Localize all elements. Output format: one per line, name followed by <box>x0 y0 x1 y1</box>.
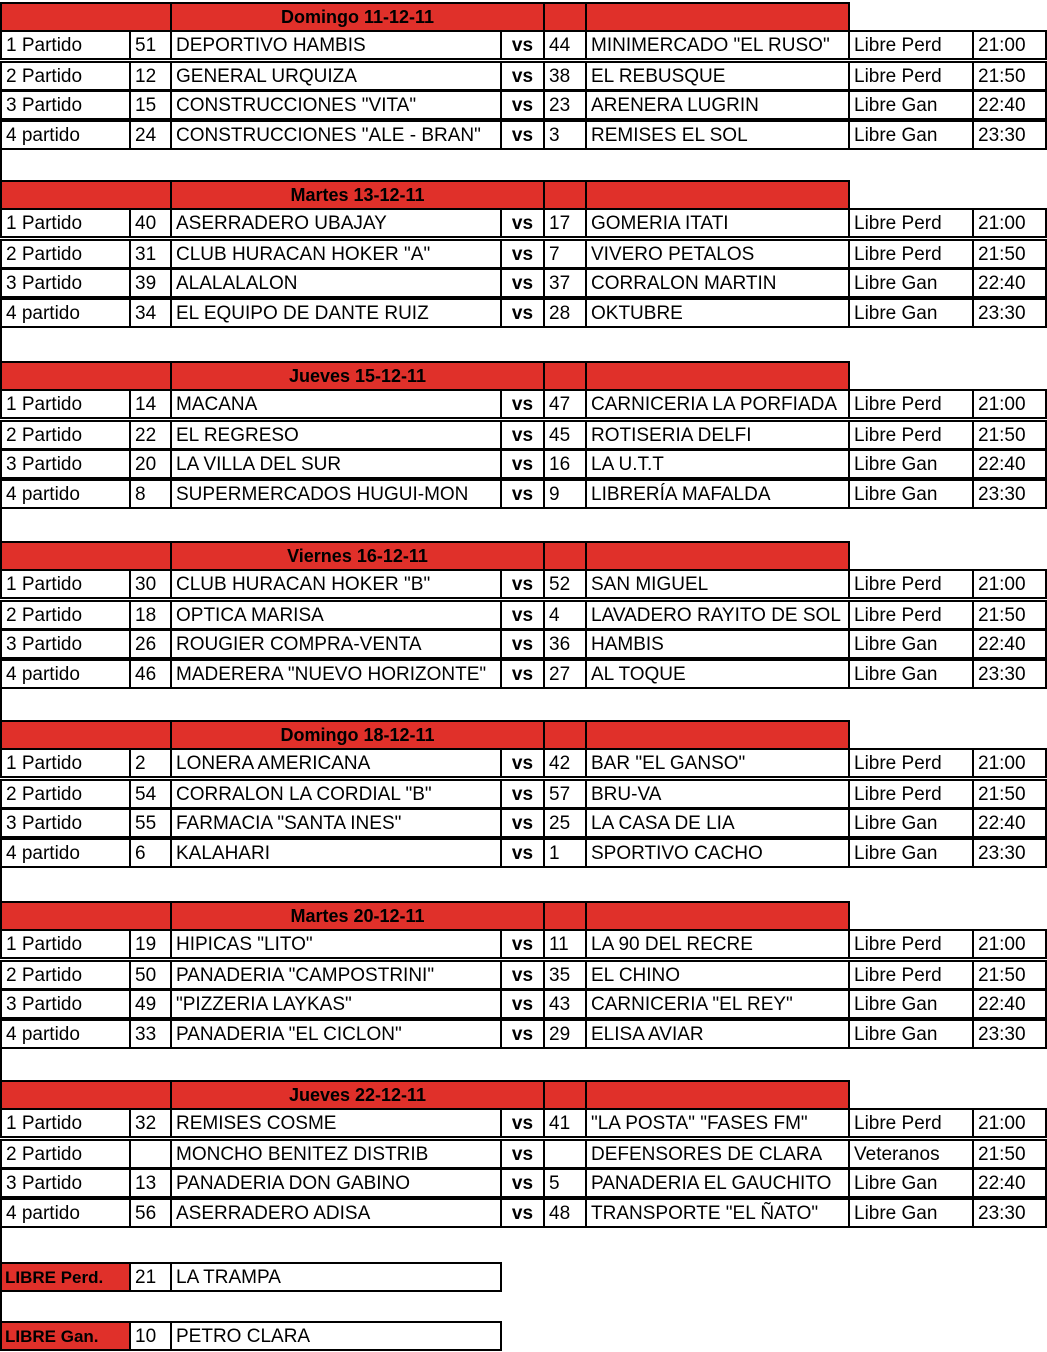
match-away: VIVERO PETALOS <box>585 239 850 269</box>
match-slot: 2 Partido <box>0 61 131 91</box>
match-away: AL TOQUE <box>585 659 850 689</box>
match-category: Libre Gan <box>848 989 974 1019</box>
match-home: REMISES COSME <box>170 1108 502 1138</box>
header-blank-num <box>543 1080 587 1110</box>
match-home: SUPERMERCADOS HUGUI-MON <box>170 479 502 509</box>
left-border-rule <box>0 1049 2 1080</box>
match-category: Libre Perd <box>848 208 974 238</box>
match-category: Libre Perd <box>848 929 974 959</box>
match-vs: vs <box>500 389 545 419</box>
match-category: Libre Perd <box>848 960 974 990</box>
match-home-num: 54 <box>129 779 172 809</box>
match-home: PANADERIA DON GABINO <box>170 1168 502 1198</box>
match-slot: 2 Partido <box>0 1139 131 1169</box>
match-away-num: 37 <box>543 268 587 298</box>
match-home-num: 19 <box>129 929 172 959</box>
match-slot: 3 Partido <box>0 629 131 659</box>
match-category: Libre Gan <box>848 629 974 659</box>
match-slot: 4 partido <box>0 659 131 689</box>
match-slot: 4 partido <box>0 1019 131 1049</box>
match-away-num: 48 <box>543 1198 587 1228</box>
match-category: Libre Gan <box>848 659 974 689</box>
day-header: Martes 20-12-11 <box>170 901 545 931</box>
match-home: DEPORTIVO HAMBIS <box>170 30 502 60</box>
header-blank-team <box>585 180 850 210</box>
match-slot: 3 Partido <box>0 449 131 479</box>
match-category: Libre Perd <box>848 779 974 809</box>
match-category: Libre Perd <box>848 1108 974 1138</box>
match-category: Libre Perd <box>848 30 974 60</box>
match-vs: vs <box>500 1168 545 1198</box>
match-away: LA CASA DE LIA <box>585 808 850 838</box>
match-time: 22:40 <box>972 1168 1047 1198</box>
match-away: LA 90 DEL RECRE <box>585 929 850 959</box>
match-away: CARNICERIA "EL REY" <box>585 989 850 1019</box>
libre-num: 21 <box>129 1262 172 1292</box>
match-away-num: 23 <box>543 90 587 120</box>
match-slot: 3 Partido <box>0 808 131 838</box>
match-away-num: 17 <box>543 208 587 238</box>
match-time: 21:50 <box>972 600 1047 630</box>
match-slot: 3 Partido <box>0 268 131 298</box>
match-vs: vs <box>500 838 545 868</box>
match-slot: 1 Partido <box>0 389 131 419</box>
match-away-num: 38 <box>543 61 587 91</box>
day-header: Viernes 16-12-11 <box>170 541 545 571</box>
match-home: CONSTRUCCIONES "ALE - BRAN" <box>170 120 502 150</box>
match-time: 23:30 <box>972 1198 1047 1228</box>
day-header: Domingo 18-12-11 <box>170 720 545 750</box>
match-away-num: 44 <box>543 30 587 60</box>
match-home-num: 8 <box>129 479 172 509</box>
match-home-num: 30 <box>129 569 172 599</box>
match-vs: vs <box>500 239 545 269</box>
match-away-num: 52 <box>543 569 587 599</box>
match-away-num: 45 <box>543 420 587 450</box>
day-header: Domingo 11-12-11 <box>170 2 545 32</box>
match-category: Libre Perd <box>848 239 974 269</box>
day-header: Martes 13-12-11 <box>170 180 545 210</box>
match-vs: vs <box>500 600 545 630</box>
match-home-num: 12 <box>129 61 172 91</box>
match-time: 21:00 <box>972 30 1047 60</box>
match-home-num: 22 <box>129 420 172 450</box>
match-category: Libre Perd <box>848 569 974 599</box>
match-away-num: 47 <box>543 389 587 419</box>
match-vs: vs <box>500 569 545 599</box>
header-lead <box>0 361 172 391</box>
day-header: Jueves 22-12-11 <box>170 1080 545 1110</box>
match-away-num: 42 <box>543 748 587 778</box>
match-away: LA U.T.T <box>585 449 850 479</box>
match-vs: vs <box>500 90 545 120</box>
match-home-num: 2 <box>129 748 172 778</box>
match-home: PANADERIA "EL CICLON" <box>170 1019 502 1049</box>
libre-num: 10 <box>129 1321 172 1351</box>
match-away-num: 57 <box>543 779 587 809</box>
match-category: Libre Perd <box>848 420 974 450</box>
match-home: "PIZZERIA LAYKAS" <box>170 989 502 1019</box>
match-home-num: 26 <box>129 629 172 659</box>
match-vs: vs <box>500 1108 545 1138</box>
libre-label: LIBRE Gan. <box>0 1321 131 1351</box>
match-away-num: 41 <box>543 1108 587 1138</box>
match-vs: vs <box>500 479 545 509</box>
match-home: ASERRADERO ADISA <box>170 1198 502 1228</box>
match-slot: 4 partido <box>0 1198 131 1228</box>
libre-team: PETRO CLARA <box>170 1321 502 1351</box>
match-slot: 1 Partido <box>0 929 131 959</box>
header-blank-team <box>585 901 850 931</box>
match-time: 21:00 <box>972 1108 1047 1138</box>
header-blank-num <box>543 541 587 571</box>
match-slot: 2 Partido <box>0 960 131 990</box>
match-time: 22:40 <box>972 449 1047 479</box>
match-vs: vs <box>500 1019 545 1049</box>
match-vs: vs <box>500 989 545 1019</box>
match-category: Libre Gan <box>848 120 974 150</box>
match-home: FARMACIA "SANTA INES" <box>170 808 502 838</box>
match-away-num: 9 <box>543 479 587 509</box>
match-time: 22:40 <box>972 989 1047 1019</box>
match-away: HAMBIS <box>585 629 850 659</box>
match-time: 21:50 <box>972 779 1047 809</box>
match-home-num: 40 <box>129 208 172 238</box>
match-vs: vs <box>500 1139 545 1169</box>
match-slot: 1 Partido <box>0 30 131 60</box>
match-category: Libre Gan <box>848 1168 974 1198</box>
match-vs: vs <box>500 1198 545 1228</box>
match-home-num: 32 <box>129 1108 172 1138</box>
header-lead <box>0 1080 172 1110</box>
match-home: CLUB HURACAN HOKER "A" <box>170 239 502 269</box>
match-category: Libre Gan <box>848 1198 974 1228</box>
header-blank-num <box>543 720 587 750</box>
match-home-num: 18 <box>129 600 172 630</box>
match-vs: vs <box>500 268 545 298</box>
match-slot: 2 Partido <box>0 600 131 630</box>
header-blank-team <box>585 720 850 750</box>
match-time: 21:50 <box>972 61 1047 91</box>
match-away-num: 27 <box>543 659 587 689</box>
match-home: CORRALON LA CORDIAL "B" <box>170 779 502 809</box>
match-vs: vs <box>500 629 545 659</box>
match-away: CARNICERIA LA PORFIADA <box>585 389 850 419</box>
match-category: Libre Perd <box>848 748 974 778</box>
header-blank-num <box>543 901 587 931</box>
match-time: 21:00 <box>972 569 1047 599</box>
libre-team: LA TRAMPA <box>170 1262 502 1292</box>
match-home: ALALALALON <box>170 268 502 298</box>
header-lead <box>0 2 172 32</box>
match-away: OKTUBRE <box>585 298 850 328</box>
match-category: Libre Gan <box>848 1019 974 1049</box>
match-away: DEFENSORES DE CLARA <box>585 1139 850 1169</box>
header-lead <box>0 901 172 931</box>
match-away: EL REBUSQUE <box>585 61 850 91</box>
match-time: 23:30 <box>972 298 1047 328</box>
left-border-rule <box>0 1290 2 1322</box>
match-home-num: 31 <box>129 239 172 269</box>
match-away: GOMERIA ITATI <box>585 208 850 238</box>
match-time: 21:50 <box>972 1139 1047 1169</box>
match-away: TRANSPORTE "EL ÑATO" <box>585 1198 850 1228</box>
match-vs: vs <box>500 449 545 479</box>
match-time: 23:30 <box>972 838 1047 868</box>
match-away-num: 4 <box>543 600 587 630</box>
match-away-num: 36 <box>543 629 587 659</box>
match-time: 22:40 <box>972 629 1047 659</box>
match-away-num: 35 <box>543 960 587 990</box>
match-vs: vs <box>500 808 545 838</box>
match-time: 22:40 <box>972 268 1047 298</box>
match-away: REMISES EL SOL <box>585 120 850 150</box>
match-slot: 1 Partido <box>0 1108 131 1138</box>
match-away: EL CHINO <box>585 960 850 990</box>
match-vs: vs <box>500 779 545 809</box>
header-blank-num <box>543 180 587 210</box>
match-home-num: 46 <box>129 659 172 689</box>
match-slot: 1 Partido <box>0 569 131 599</box>
match-category: Veteranos <box>848 1139 974 1169</box>
match-time: 23:30 <box>972 120 1047 150</box>
match-away: "LA POSTA" "FASES FM" <box>585 1108 850 1138</box>
match-slot: 3 Partido <box>0 989 131 1019</box>
match-home: EL EQUIPO DE DANTE RUIZ <box>170 298 502 328</box>
header-blank-num <box>543 361 587 391</box>
left-border-rule <box>0 1228 2 1262</box>
match-home-num <box>129 1139 172 1169</box>
match-vs: vs <box>500 120 545 150</box>
match-home-num: 14 <box>129 389 172 419</box>
match-away: BAR "EL GANSO" <box>585 748 850 778</box>
match-away: LAVADERO RAYITO DE SOL <box>585 600 850 630</box>
match-slot: 4 partido <box>0 479 131 509</box>
match-home: PANADERIA "CAMPOSTRINI" <box>170 960 502 990</box>
match-slot: 3 Partido <box>0 90 131 120</box>
match-category: Libre Perd <box>848 389 974 419</box>
match-away-num: 1 <box>543 838 587 868</box>
match-slot: 2 Partido <box>0 779 131 809</box>
match-home: MONCHO BENITEZ DISTRIB <box>170 1139 502 1169</box>
match-away-num: 11 <box>543 929 587 959</box>
match-home: ASERRADERO UBAJAY <box>170 208 502 238</box>
match-time: 21:50 <box>972 239 1047 269</box>
match-time: 23:30 <box>972 1019 1047 1049</box>
header-lead <box>0 541 172 571</box>
match-home-num: 34 <box>129 298 172 328</box>
match-home-num: 55 <box>129 808 172 838</box>
day-header: Jueves 15-12-11 <box>170 361 545 391</box>
match-time: 23:30 <box>972 479 1047 509</box>
match-home: GENERAL URQUIZA <box>170 61 502 91</box>
header-blank-team <box>585 361 850 391</box>
match-time: 21:00 <box>972 748 1047 778</box>
header-blank-num <box>543 2 587 32</box>
match-home: OPTICA MARISA <box>170 600 502 630</box>
match-time: 22:40 <box>972 90 1047 120</box>
match-category: Libre Gan <box>848 479 974 509</box>
match-home-num: 56 <box>129 1198 172 1228</box>
match-category: Libre Gan <box>848 268 974 298</box>
match-away-num: 29 <box>543 1019 587 1049</box>
libre-label: LIBRE Perd. <box>0 1262 131 1292</box>
match-home: CLUB HURACAN HOKER "B" <box>170 569 502 599</box>
match-category: Libre Gan <box>848 90 974 120</box>
match-vs: vs <box>500 208 545 238</box>
match-away: MINIMERCADO "EL RUSO" <box>585 30 850 60</box>
left-border-rule <box>0 868 2 901</box>
match-home-num: 20 <box>129 449 172 479</box>
match-home-num: 33 <box>129 1019 172 1049</box>
left-border-rule <box>0 509 2 541</box>
header-blank-team <box>585 541 850 571</box>
match-away: BRU-VA <box>585 779 850 809</box>
match-vs: vs <box>500 659 545 689</box>
match-away-num: 7 <box>543 239 587 269</box>
match-away: CORRALON MARTIN <box>585 268 850 298</box>
match-home: CONSTRUCCIONES "VITA" <box>170 90 502 120</box>
left-border-rule <box>0 150 2 180</box>
match-vs: vs <box>500 420 545 450</box>
match-vs: vs <box>500 960 545 990</box>
match-away: ELISA AVIAR <box>585 1019 850 1049</box>
match-category: Libre Perd <box>848 61 974 91</box>
match-slot: 4 partido <box>0 838 131 868</box>
match-vs: vs <box>500 929 545 959</box>
match-category: Libre Gan <box>848 449 974 479</box>
match-time: 21:50 <box>972 960 1047 990</box>
match-category: Libre Gan <box>848 838 974 868</box>
match-time: 21:00 <box>972 389 1047 419</box>
match-vs: vs <box>500 748 545 778</box>
match-away-num <box>543 1139 587 1169</box>
match-vs: vs <box>500 61 545 91</box>
header-lead <box>0 720 172 750</box>
match-home: KALAHARI <box>170 838 502 868</box>
match-slot: 4 partido <box>0 120 131 150</box>
match-category: Libre Perd <box>848 600 974 630</box>
left-border-rule <box>0 689 2 720</box>
match-away-num: 16 <box>543 449 587 479</box>
left-border-rule <box>0 328 2 361</box>
match-home: ROUGIER COMPRA-VENTA <box>170 629 502 659</box>
match-away-num: 43 <box>543 989 587 1019</box>
match-away-num: 3 <box>543 120 587 150</box>
match-away: ARENERA LUGRIN <box>585 90 850 120</box>
match-time: 21:00 <box>972 929 1047 959</box>
match-slot: 4 partido <box>0 298 131 328</box>
match-home-num: 6 <box>129 838 172 868</box>
match-home: MACANA <box>170 389 502 419</box>
match-away-num: 5 <box>543 1168 587 1198</box>
match-away: SPORTIVO CACHO <box>585 838 850 868</box>
match-vs: vs <box>500 298 545 328</box>
match-vs: vs <box>500 30 545 60</box>
match-home: EL REGRESO <box>170 420 502 450</box>
match-slot: 2 Partido <box>0 420 131 450</box>
match-time: 21:00 <box>972 208 1047 238</box>
header-lead <box>0 180 172 210</box>
match-category: Libre Gan <box>848 808 974 838</box>
header-blank-team <box>585 2 850 32</box>
match-away: ROTISERIA DELFI <box>585 420 850 450</box>
match-slot: 1 Partido <box>0 208 131 238</box>
match-home-num: 49 <box>129 989 172 1019</box>
match-home: LA VILLA DEL SUR <box>170 449 502 479</box>
match-home-num: 13 <box>129 1168 172 1198</box>
match-home-num: 24 <box>129 120 172 150</box>
match-slot: 1 Partido <box>0 748 131 778</box>
match-home-num: 51 <box>129 30 172 60</box>
match-home-num: 15 <box>129 90 172 120</box>
match-home: MADERERA "NUEVO HORIZONTE" <box>170 659 502 689</box>
match-home-num: 39 <box>129 268 172 298</box>
match-away: LIBRERÍA MAFALDA <box>585 479 850 509</box>
match-time: 21:50 <box>972 420 1047 450</box>
match-home: HIPICAS "LITO" <box>170 929 502 959</box>
match-time: 23:30 <box>972 659 1047 689</box>
header-blank-team <box>585 1080 850 1110</box>
match-away: PANADERIA EL GAUCHITO <box>585 1168 850 1198</box>
match-category: Libre Gan <box>848 298 974 328</box>
match-home-num: 50 <box>129 960 172 990</box>
match-time: 22:40 <box>972 808 1047 838</box>
match-away-num: 28 <box>543 298 587 328</box>
match-home: LONERA AMERICANA <box>170 748 502 778</box>
match-slot: 2 Partido <box>0 239 131 269</box>
match-away-num: 25 <box>543 808 587 838</box>
match-slot: 3 Partido <box>0 1168 131 1198</box>
match-away: SAN MIGUEL <box>585 569 850 599</box>
